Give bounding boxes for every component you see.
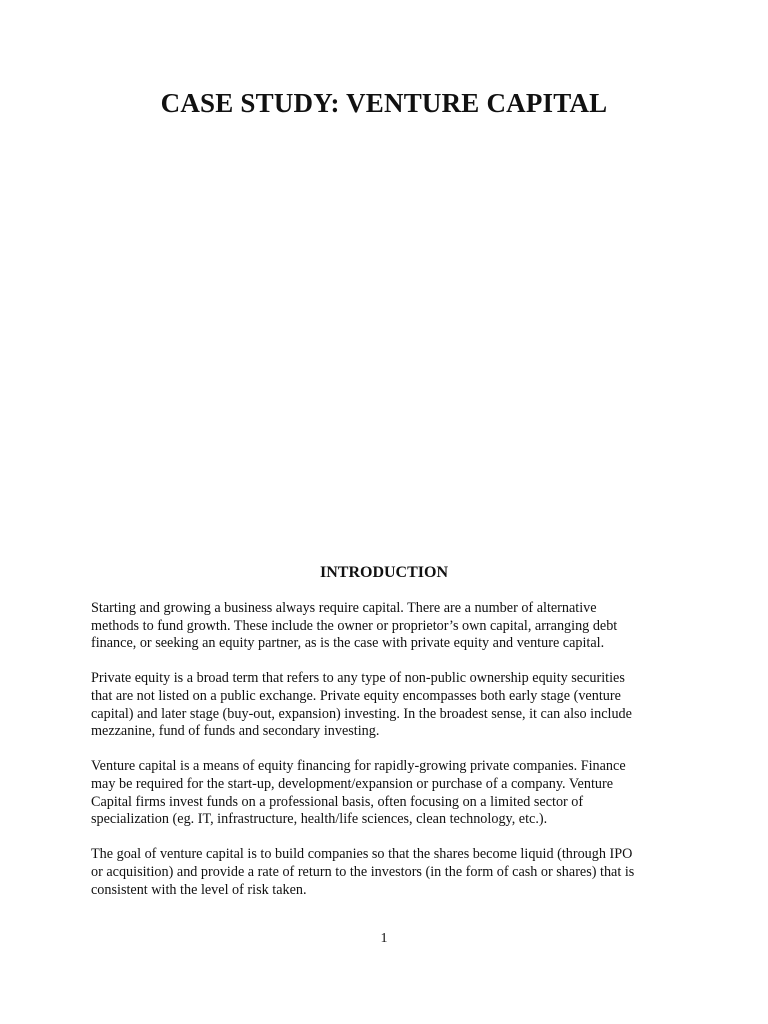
- paragraph-line: Starting and growing a business always require capital. There are a number of alternative: [91, 600, 597, 616]
- paragraph-line: that are not listed on a public exchange. Private equity encompasses both early stage (venture: [91, 687, 621, 704]
- paragraph-2: [91, 670, 681, 740]
- introduction-body: [91, 600, 681, 917]
- paragraph-line: or acquisition) and provide a rate of return to the investors (in the form of cash or shares) that is: [91, 863, 635, 880]
- paragraph-line: methods to fund growth. These include the owner or proprietor’s own capital, arranging debt: [91, 617, 618, 634]
- paragraph-1: [91, 600, 681, 653]
- paragraph-line: Private equity is a broad term that refers to any type of non-public ownership equity securities: [91, 670, 625, 687]
- document-title: CASE STUDY: VENTURE CAPITAL: [160, 88, 608, 118]
- paragraph-line: mezzanine, fund of funds and secondary investing.: [91, 723, 380, 740]
- paragraph-line: consistent with the level of risk taken.: [91, 881, 307, 898]
- paragraph-line: finance, or seeking an equity partner, as is the case with private equity and venture capital.: [91, 635, 605, 652]
- paragraph-line: Capital firms invest funds on a professional basis, often focusing on a limited sector of: [91, 793, 584, 810]
- paragraph-line: The goal of venture capital is to build companies so that the shares become liquid (through IPO: [91, 846, 633, 863]
- page-number: 1: [380, 931, 388, 946]
- paragraph-line: specialization (eg. IT, infrastructure, health/life sciences, clean technology, etc.).: [91, 811, 548, 828]
- paragraph-line: may be required for the start-up, development/expansion or purchase of a company. Venture: [91, 775, 613, 792]
- section-heading-introduction: INTRODUCTION: [319, 564, 448, 581]
- paragraph-line: Venture capital is a means of equity financing for rapidly-growing private companies. Finance: [91, 758, 626, 775]
- paragraph-3: [91, 758, 681, 828]
- paragraph-line: capital) and later stage (buy-out, expansion) investing. In the broadest sense, it can also include: [91, 705, 632, 722]
- paragraph-4: [91, 846, 681, 899]
